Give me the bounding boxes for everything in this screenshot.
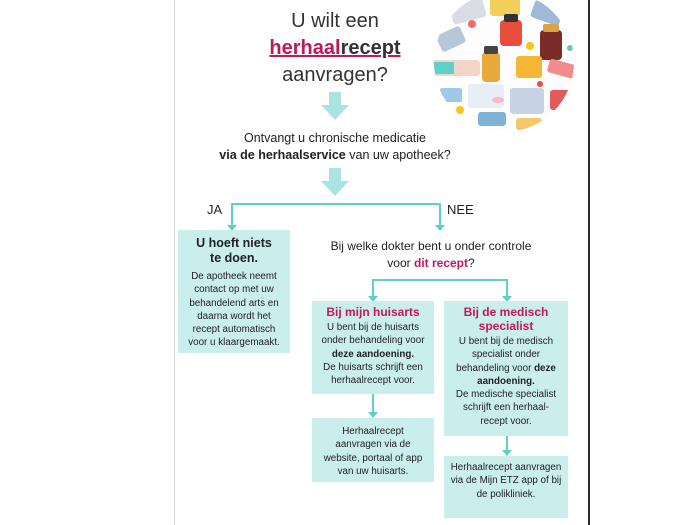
huisarts-box-text-1: [318, 321, 428, 361]
huisarts-box-text-1-plain: U bent bij de huisarts onder behandeling voor: [321, 322, 425, 347]
yes-box-heading-2: te doen.: [210, 251, 258, 265]
huisarts-result-text: Herhaalrecept aanvragen via de website, portaal of app van uw huisarts.: [323, 426, 423, 477]
question2-line-2-plain: voor: [387, 256, 414, 270]
specialist-box-text-2: De medische specialist schrijft een herhaal-recept voor.: [455, 389, 557, 427]
question2-line-2: [322, 255, 540, 272]
question-herhaalservice: [200, 130, 470, 164]
specialist-box-text-1-bold: deze aandoening.: [477, 362, 556, 387]
huisarts-box: [312, 301, 434, 394]
question-line-1: Ontvangt u chronische medicatie: [243, 131, 427, 145]
yes-box: [178, 230, 290, 353]
specialist-box-heading-1: Bij de medisch: [463, 305, 549, 319]
branch-label-no: NEE: [447, 202, 474, 217]
question2-line-1: Bij welke dokter bent u onder controle: [330, 239, 532, 253]
huisarts-box-text-2: De huisarts schrijft een herhaalrecept voor.: [323, 361, 423, 387]
question2-line-2-pink: dit recept: [413, 256, 468, 270]
question-line-2-rest: van uw apotheek?: [345, 148, 451, 162]
specialist-box-text-1: [450, 335, 562, 388]
arrowhead-nee: [435, 225, 445, 231]
question-line-2: [200, 147, 470, 164]
specialist-box-heading-2: specialist: [478, 319, 534, 333]
question-line-2-bold: via de herhaalservice: [219, 148, 346, 162]
question2-line-2-end: ?: [468, 256, 475, 270]
huisarts-box-text-1-bold: deze aandoening.: [331, 348, 415, 360]
arrow-down-2: [321, 168, 349, 196]
yes-box-heading-1: U hoeft niets: [196, 236, 272, 250]
arrow-down-1: [321, 92, 349, 120]
specialist-result-box: [444, 456, 568, 518]
huisarts-result-box: [312, 418, 434, 482]
question-which-doctor: [322, 238, 540, 272]
branch-label-yes: JA: [207, 202, 223, 217]
specialist-box-text-1-plain: U bent bij de medisch specialist onder behandeling voor: [456, 336, 554, 374]
title-line-3: aanvragen?: [282, 64, 388, 86]
specialist-box: [444, 301, 568, 436]
title-line-1: U wilt een: [291, 10, 379, 32]
yes-box-text: De apotheek neemt contact op met uw behandelend arts en daarna wordt het recept automatisch voor u klaargemaakt.: [188, 271, 280, 349]
specialist-result-text: Herhaalrecept aanvragen via de Mijn ETZ app of bij de polikliniek.: [450, 462, 562, 500]
title-highlight-dark: recept: [340, 37, 401, 59]
title-highlight-pink: herhaal: [269, 37, 341, 59]
huisarts-box-heading: Bij mijn huisarts: [326, 305, 420, 319]
